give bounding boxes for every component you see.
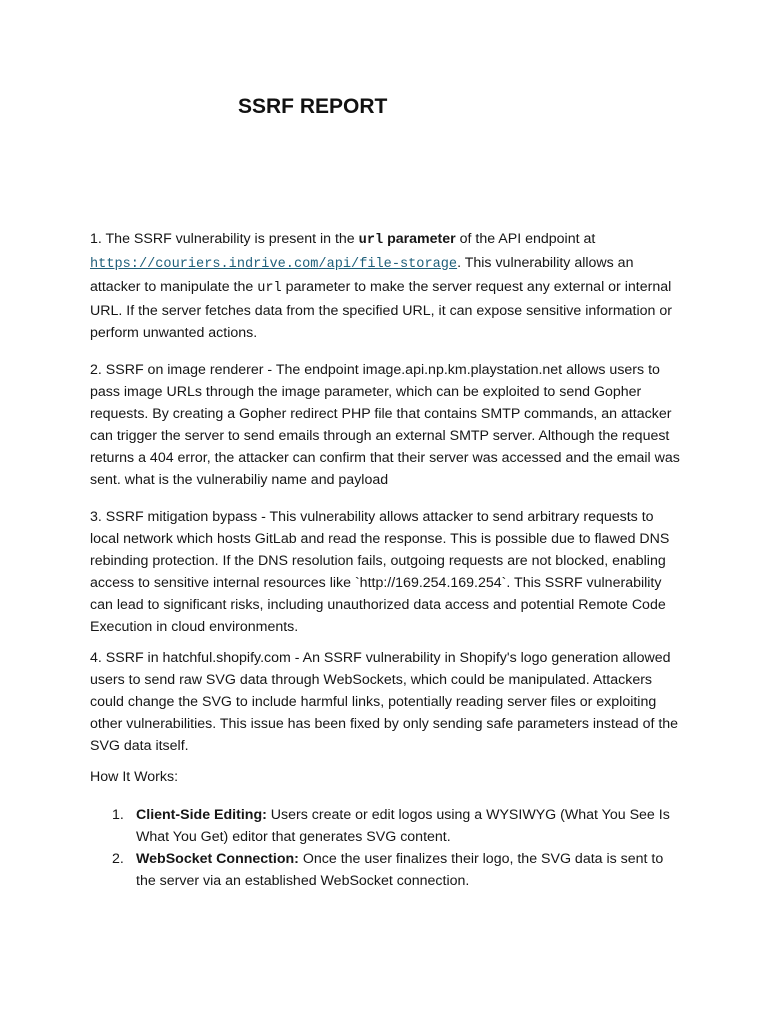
paragraph-4: 4. SSRF in hatchful.shopify.com - An SSRF vulnerability in Shopify's logo generation allowed users to send raw SVG data through WebSockets, which could be manipulated. Attackers could change the SVG to include harmful links, potentially reading server files or exploiting other vulnerabilities. This issue has been fixed by only sending safe parameters instead of the SVG data itself. xyxy=(90,650,679,754)
list-item-heading: Client-Side Editing: xyxy=(136,807,267,823)
page-title: SSRF REPORT xyxy=(238,95,388,118)
document-body xyxy=(90,228,682,892)
p1-param-word: parameter xyxy=(383,231,456,247)
list-item-number: 1. xyxy=(112,807,124,823)
list-item-number: 2. xyxy=(112,851,124,867)
p1-after-param: of the API endpoint at xyxy=(455,231,596,247)
list-item xyxy=(90,848,682,892)
list-item xyxy=(90,804,682,848)
how-it-works-heading: How It Works: xyxy=(90,769,179,785)
p1-param xyxy=(359,231,456,247)
list-item-heading: WebSocket Connection: xyxy=(136,851,299,867)
steps-list xyxy=(90,804,682,892)
p1-tail: parameter to make the server request any external or internal URL. If the server fetches data from the specified URL, it can expose sensitive information or perform unwanted actions. xyxy=(90,279,672,341)
p1-after-link: . This vulnerability allows an attacker to manipulate the xyxy=(90,255,634,295)
p1-code-url: url xyxy=(257,281,282,296)
list-item-text: Once the user finalizes their logo, the SVG data is sent to the server via an established WebSocket connection. xyxy=(136,851,664,889)
paragraph-1 xyxy=(90,228,682,344)
endpoint-link[interactable]: https://couriers.indrive.com/api/file-storage xyxy=(90,257,458,272)
list-item-text: Users create or edit logos using a WYSIWYG (What You See Is What You Get) editor that generates SVG content. xyxy=(136,807,670,845)
paragraph-2: 2. SSRF on image renderer - The endpoint image.api.np.km.playstation.net allows users to pass image URLs through the image parameter, which can be exploited to send Gopher requests. By creating a Gopher redirect PHP file that contains SMTP commands, an attacker can trigger the server to send emails through an external SMTP server. Although the request returns a 404 error, the attacker can confirm that their server was accessed and the email was sent. what is the vulnerabiliy name and payload xyxy=(90,362,680,488)
p1-param-code: url xyxy=(358,233,384,248)
p1-lead: 1. The SSRF vulnerability is present in the xyxy=(90,231,359,247)
paragraph-3: 3. SSRF mitigation bypass - This vulnerability allows attacker to send arbitrary requests to local network which hosts GitLab and read the response. This is possible due to flawed DNS rebinding protection. If the DNS resolution fails, outgoing requests are not blocked, enabling access to sensitive internal resources like `http://169.254.169.254`. This SSRF vulnerability can lead to significant risks, including unauthorized data access and potential Remote Code Execution in cloud environments. xyxy=(90,509,670,635)
